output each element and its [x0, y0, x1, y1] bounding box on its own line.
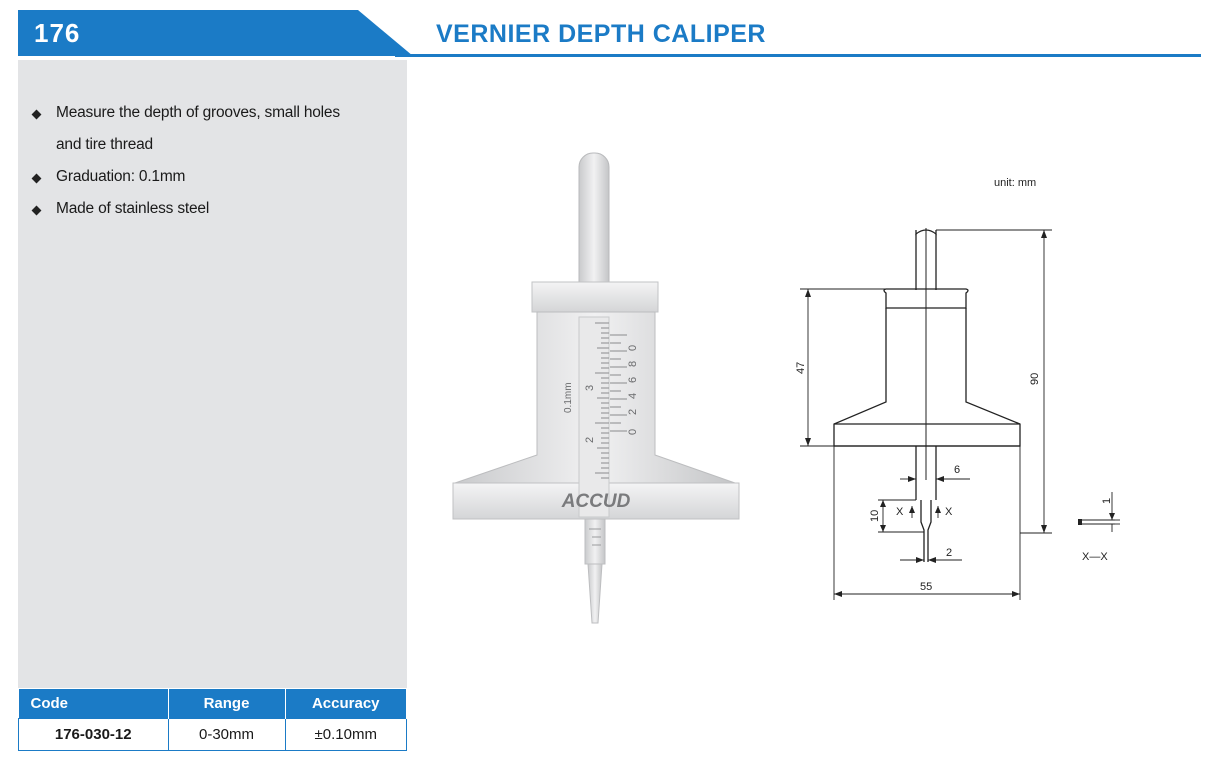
dim-6: 6 — [954, 464, 961, 476]
spec-table — [18, 689, 407, 751]
main-scale-strip — [579, 317, 609, 517]
svg-text:2: 2 — [584, 436, 596, 443]
dimension-arrows — [805, 230, 1115, 597]
column-header-accuracy: Accuracy — [285, 689, 407, 719]
cell-accuracy: ±0.10mm — [285, 719, 407, 751]
svg-text:0: 0 — [627, 428, 639, 435]
dimension-labels — [795, 362, 1113, 593]
column-header-code: Code — [19, 689, 169, 719]
feature-panel — [18, 60, 407, 688]
svg-text:0: 0 — [627, 344, 639, 351]
column-header-range: Range — [168, 689, 285, 719]
svg-text:3: 3 — [584, 384, 596, 391]
dim-55: 55 — [920, 581, 933, 593]
product-number: 176 — [34, 18, 81, 48]
product-photo — [445, 145, 755, 630]
dim-1: 1 — [1101, 497, 1113, 504]
product-title: VERNIER DEPTH CALIPER — [436, 20, 766, 48]
dimension-lines — [800, 230, 1120, 600]
dim-2: 2 — [946, 547, 953, 559]
brand-logo: ACCUD — [561, 491, 631, 512]
depth-probe-tip — [588, 564, 602, 623]
svg-text:8: 8 — [627, 360, 639, 367]
feature-item: Graduation: 0.1mm — [56, 168, 186, 185]
section-marker-left: X — [896, 506, 904, 518]
cell-range: 0-30mm — [168, 719, 285, 751]
feature-item-continued: and tire thread — [56, 136, 153, 153]
lower-rod — [585, 519, 605, 564]
technical-drawing — [760, 170, 1190, 620]
section-label: X—X — [1082, 551, 1108, 563]
section-marker-right: X — [945, 506, 953, 518]
table-header-row — [19, 689, 407, 719]
table-row — [19, 719, 407, 751]
unit-label: unit: mm — [994, 177, 1037, 189]
svg-text:2: 2 — [627, 408, 639, 415]
caliper-head — [532, 282, 658, 312]
header-rule — [395, 54, 1201, 57]
dim-90: 90 — [1029, 372, 1041, 385]
feature-item: Made of stainless steel — [56, 200, 210, 217]
caliper-outline — [834, 228, 1020, 562]
svg-text:4: 4 — [627, 392, 639, 399]
dim-47: 47 — [795, 361, 807, 374]
scale-resolution-label: 0.1mm — [563, 382, 574, 413]
dim-10: 10 — [869, 509, 881, 522]
cell-code: 176-030-12 — [19, 719, 169, 751]
svg-text:6: 6 — [627, 376, 639, 383]
feature-item: Measure the depth of grooves, small holes — [56, 104, 340, 121]
